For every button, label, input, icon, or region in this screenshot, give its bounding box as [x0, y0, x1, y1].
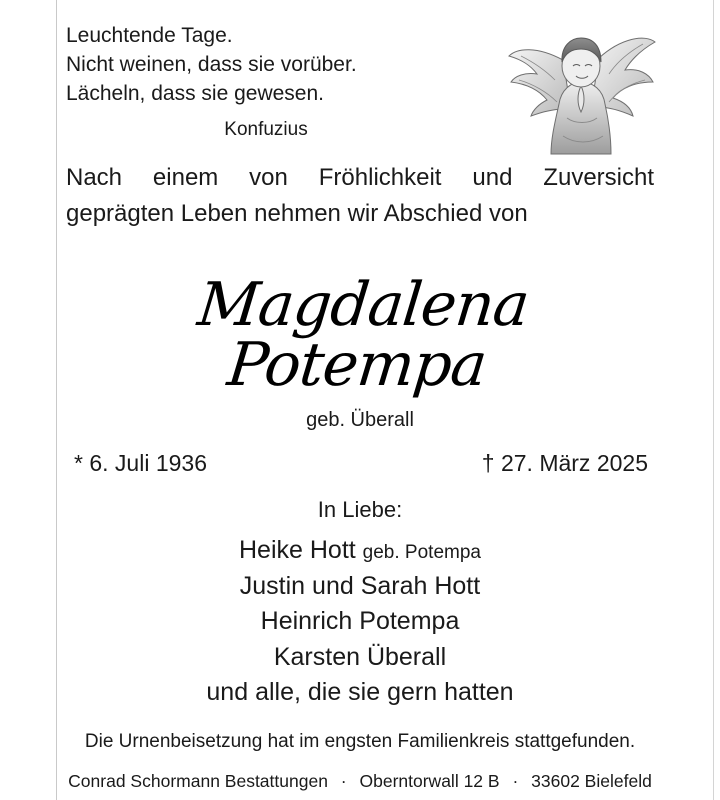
deceased-maiden-name: geb. Überall	[306, 409, 414, 432]
undertaker-info	[66, 771, 654, 792]
poem-author: Konfuzius	[224, 118, 308, 140]
mourner-name: Heike Hott	[239, 536, 356, 565]
undertaker-name: Conrad Schormann Bestattungen	[68, 770, 328, 791]
burial-note: Die Urnenbeisetzung hat im engsten Familienkreis stattgefunden.	[84, 730, 636, 752]
separator: ·	[512, 770, 519, 791]
separator: ·	[340, 770, 347, 791]
life-dates	[66, 450, 654, 477]
death-date: † 27. März 2025	[481, 450, 648, 477]
poem-line: Nicht weinen, dass sie vorüber.	[66, 52, 357, 76]
mourner-name: Heinrich Potempa	[260, 607, 460, 636]
poem-line: Leuchtende Tage.	[66, 24, 233, 47]
intro-line-1: Nach einem von Fröhlichkeit und Zuversicht	[66, 163, 654, 191]
mourner-name: und alle, die sie gern hatten	[206, 678, 514, 707]
undertaker-city: 33602 Bielefeld	[531, 770, 652, 791]
mourners-heading: In Liebe:	[317, 497, 403, 523]
intro-text	[66, 161, 654, 231]
mourners-list	[66, 533, 654, 711]
list-item	[66, 640, 654, 676]
intro-line-2: geprägten Leben nehmen wir Abschied von	[66, 199, 528, 227]
mourner-name: Karsten Überall	[273, 642, 447, 671]
list-item	[66, 533, 654, 569]
poem	[66, 22, 466, 109]
mourner-suffix: geb. Potempa	[362, 542, 481, 564]
list-item	[66, 569, 654, 605]
undertaker-street: Oberntorwall 12 B	[359, 770, 500, 791]
list-item	[66, 675, 654, 711]
mourner-name: Justin und Sarah Hott	[239, 571, 481, 600]
list-item	[66, 604, 654, 640]
praying-angel-icon	[503, 12, 658, 167]
poem-line: Lächeln, dass sie gewesen.	[66, 81, 324, 105]
birth-date: * 6. Juli 1936	[74, 450, 207, 477]
deceased-name: Magdalena Potempa	[194, 270, 532, 401]
